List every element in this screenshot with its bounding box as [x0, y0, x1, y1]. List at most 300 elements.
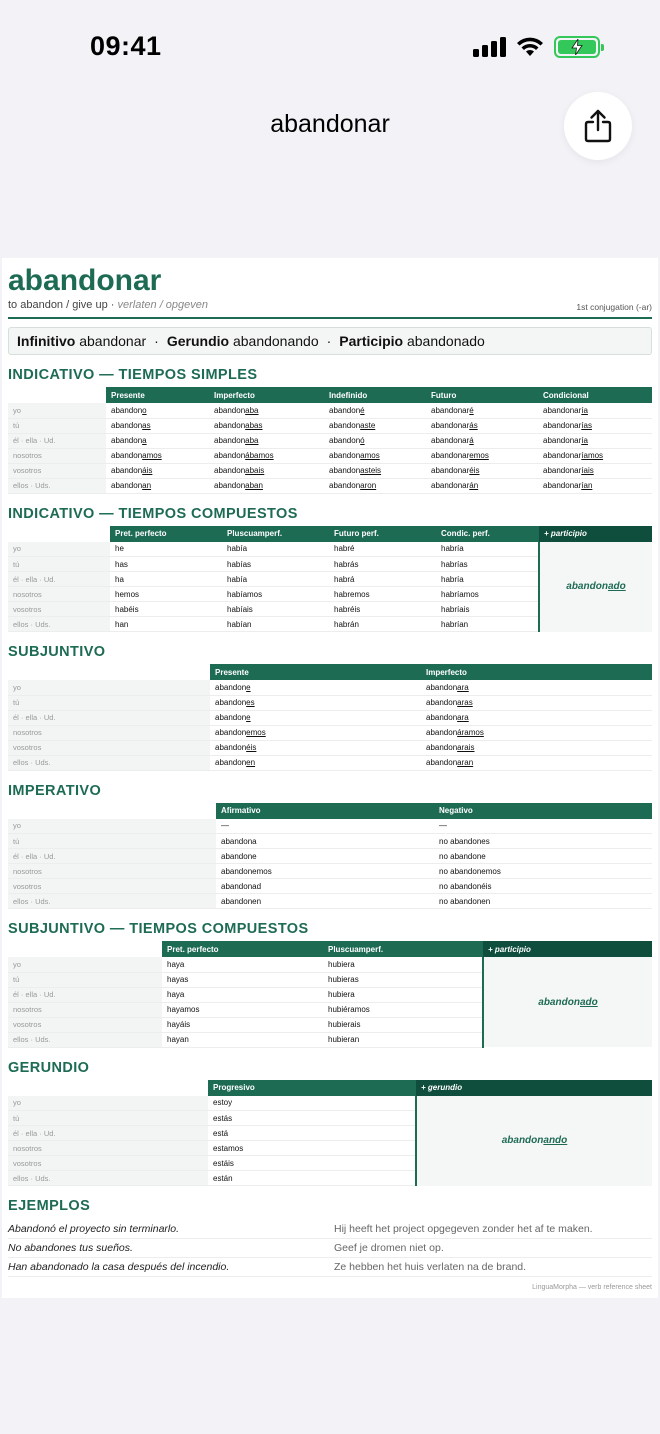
- verb-stem: habíais: [227, 604, 253, 614]
- tense-header: Futuro perf.: [329, 526, 436, 542]
- verb-stem: abandonad: [221, 881, 262, 891]
- participle-cell: [416, 1096, 652, 1186]
- verb-stem: abandonar: [543, 481, 582, 490]
- table-row: [8, 894, 652, 909]
- verb-stem: has: [115, 559, 128, 569]
- verb-stem: habrían: [441, 619, 469, 629]
- table-row: [8, 478, 652, 493]
- verb-form-cell: [110, 572, 222, 587]
- verb-ending: emos: [246, 728, 266, 737]
- verb-ending: é: [360, 405, 365, 415]
- verb-ending: á: [469, 436, 474, 445]
- verb-stem: abandon: [111, 481, 143, 490]
- verb-form-cell: [538, 478, 652, 493]
- verb-ending: áis: [142, 466, 153, 475]
- verb-form-cell: [324, 403, 426, 418]
- verb-ending: ábamos: [245, 451, 274, 460]
- verb-form-cell: [436, 557, 539, 572]
- table-row: [8, 710, 652, 725]
- verb-form-cell: [208, 1111, 416, 1126]
- verb-form-cell: [436, 617, 539, 632]
- table-row: [8, 463, 652, 478]
- verb-form-cell: [421, 740, 652, 755]
- verb-stem: abandon: [329, 481, 361, 490]
- verb-stem: no abandonemos: [439, 866, 501, 876]
- verb-stem: han: [115, 619, 129, 629]
- pronoun-cell: nosotros: [8, 725, 210, 740]
- table-row: [8, 448, 652, 463]
- verb-form-cell: [216, 834, 434, 849]
- pronoun-cell: ellos · Uds.: [8, 894, 216, 909]
- verb-ending: aras: [457, 698, 473, 707]
- verb-ending: en: [246, 758, 256, 767]
- verb-form-cell: [208, 1141, 416, 1156]
- verb-ending: éis: [469, 466, 480, 475]
- auxiliary-header: + participio: [483, 941, 652, 957]
- verb-form-cell: [323, 1017, 483, 1032]
- pronoun-cell: él · ella · Ud.: [8, 1126, 208, 1141]
- verb-form-cell: [426, 433, 538, 448]
- table-row: [8, 695, 652, 710]
- verb-stem: abandon: [215, 758, 247, 767]
- verb-stem: abandon: [214, 405, 246, 415]
- verb-stem: abandonar: [543, 466, 582, 475]
- auxiliary-header: + gerundio: [416, 1080, 652, 1096]
- verb-ending: amos: [142, 451, 162, 460]
- verb-ending: ás: [469, 421, 478, 430]
- pronoun-cell: nosotros: [8, 1141, 208, 1156]
- gerundio-label: Gerundio: [166, 333, 230, 349]
- verb-ending: íais: [581, 466, 594, 475]
- verb-ending: éis: [246, 743, 257, 752]
- verb-ending: amos: [360, 451, 380, 460]
- status-bar: [0, 0, 660, 96]
- verb-stem: hayáis: [167, 1020, 191, 1029]
- verb-stem: hayas: [167, 975, 189, 984]
- conjugation-class: 1st conjugation (-ar): [576, 302, 652, 312]
- pronoun-cell: tú: [8, 1111, 208, 1126]
- verb-form-cell: [110, 617, 222, 632]
- verb-stem: abandon: [111, 421, 143, 430]
- verb-form-cell: [222, 542, 329, 557]
- table-row: [8, 864, 652, 879]
- verb-stem: abandonar: [431, 481, 470, 490]
- verb-form-cell: [434, 849, 652, 864]
- verb-stem: abandon: [111, 451, 143, 460]
- pronoun-cell: él · ella · Ud.: [8, 710, 210, 725]
- verb-stem: habremos: [334, 589, 370, 599]
- participle-ending: ado: [579, 996, 598, 1008]
- participio-value: abandonado: [406, 333, 485, 349]
- section-title: INDICATIVO — TIEMPOS COMPUESTOS: [8, 505, 298, 522]
- table-row: [8, 433, 652, 448]
- verb-form-cell: [324, 463, 426, 478]
- verb-form-cell: [162, 1002, 323, 1017]
- pronoun-cell: él · ella · Ud.: [8, 572, 110, 587]
- verb-stem: abandon: [329, 421, 361, 430]
- forms-dot: ·: [326, 333, 332, 349]
- tense-header: Condicional: [538, 387, 652, 403]
- verb-ending: e: [246, 713, 251, 722]
- verb-stem: abandon: [215, 698, 247, 707]
- verb-stem: abandon: [111, 405, 143, 415]
- verb-form-cell: [329, 572, 436, 587]
- tense-header: Pluscuamperf.: [323, 941, 483, 957]
- verb-ending: án: [469, 481, 479, 490]
- table-row: [8, 403, 652, 418]
- verb-stem: hubiera: [328, 990, 355, 999]
- verb-form-cell: [324, 418, 426, 433]
- verb-form-cell: [222, 617, 329, 632]
- examples-list: [8, 1220, 652, 1277]
- verb-form-cell: [434, 879, 652, 894]
- verb-stem: hubieran: [328, 1035, 360, 1044]
- share-icon: [583, 108, 613, 144]
- verb-form-cell: [436, 572, 539, 587]
- pronoun-cell: él · ella · Ud.: [8, 987, 162, 1002]
- verb-form-cell: [324, 448, 426, 463]
- table-row: [8, 740, 652, 755]
- verb-stem: abandonar: [431, 466, 470, 475]
- verb-stem: abandona: [221, 836, 257, 846]
- pronoun-cell: ellos · Uds.: [8, 1171, 208, 1186]
- pronoun-header: [8, 1080, 208, 1096]
- verb-stem: está: [213, 1128, 229, 1138]
- verb-ending: íamos: [581, 451, 604, 460]
- auxiliary-header: + participio: [539, 526, 652, 542]
- verb-form-cell: [162, 1032, 323, 1047]
- tense-header: Futuro: [426, 387, 538, 403]
- pronoun-header: [8, 526, 110, 542]
- table-row: [8, 725, 652, 740]
- verb-form-cell: [110, 542, 222, 557]
- section-title: GERUNDIO: [8, 1059, 90, 1076]
- verb-form-cell: [421, 755, 652, 770]
- pronoun-header: [8, 941, 162, 957]
- verb-stem: abandonemos: [221, 866, 272, 876]
- verb-form-cell: [209, 433, 324, 448]
- verb-stem: estáis: [213, 1158, 234, 1168]
- table-row: [8, 1096, 652, 1111]
- pronoun-cell: tú: [8, 418, 106, 433]
- verb-form-cell: [426, 448, 538, 463]
- table-row: [8, 755, 652, 770]
- verb-ending: an: [142, 481, 152, 490]
- verb-stem: estoy: [213, 1098, 233, 1108]
- verb-form-cell: [538, 433, 652, 448]
- verb-form-cell: [434, 864, 652, 879]
- participle-ending: ando: [543, 1135, 568, 1146]
- conjugation-table: [8, 803, 652, 910]
- pronoun-header: [8, 803, 216, 819]
- verb-ending: aban: [245, 481, 263, 490]
- participle-stem: abandon: [566, 581, 608, 592]
- verb-ending: es: [246, 698, 255, 707]
- example-row: [8, 1220, 652, 1239]
- verb-stem: haya: [167, 959, 185, 969]
- verb-form-cell: [222, 602, 329, 617]
- verb-form-cell: [324, 478, 426, 493]
- verb-form-cell: [210, 680, 421, 695]
- verb-stem: abandon: [111, 436, 143, 445]
- verb-stem: abandonen: [221, 896, 262, 906]
- verb-stem: ha: [115, 574, 124, 584]
- verb-form-cell: [538, 403, 652, 418]
- verb-ending: emos: [469, 451, 489, 460]
- verb-form-cell: [216, 894, 434, 909]
- verb-stem: abandon: [329, 451, 361, 460]
- verb-form-cell: [208, 1171, 416, 1186]
- nav-title: abandonar: [270, 110, 390, 138]
- pronoun-cell: vosotros: [8, 463, 106, 478]
- verb-form-cell: [324, 433, 426, 448]
- verb-ending: ara: [457, 713, 469, 722]
- section-title: SUBJUNTIVO: [8, 644, 106, 660]
- conjugation-sections: [8, 364, 652, 1186]
- verb-stem: abandon: [426, 758, 458, 767]
- nonfinite-forms: [8, 327, 652, 355]
- verb-form-cell: [106, 463, 209, 478]
- verb-form-cell: [421, 695, 652, 710]
- cellular-signal-icon: [473, 37, 506, 57]
- verb-form-cell: [210, 695, 421, 710]
- verb-form-cell: [110, 557, 222, 572]
- pronoun-cell: él · ella · Ud.: [8, 433, 106, 448]
- verb-stem: abandonar: [543, 405, 582, 415]
- verb-stem: estamos: [213, 1143, 244, 1153]
- verb-stem: abandon: [426, 713, 458, 722]
- pronoun-cell: yo: [8, 403, 106, 418]
- pronoun-cell: nosotros: [8, 864, 216, 879]
- participle-cell: [539, 542, 652, 632]
- verb-form-cell: [426, 463, 538, 478]
- verb-stem: abandonar: [543, 451, 582, 460]
- pronoun-cell: ellos · Uds.: [8, 755, 210, 770]
- table-row: [8, 542, 652, 557]
- verb-stem: había: [227, 574, 248, 584]
- pronoun-cell: ellos · Uds.: [8, 617, 110, 632]
- verb-form-cell: [323, 987, 483, 1002]
- pronoun-cell: yo: [8, 542, 110, 557]
- verb-stem: habías: [227, 559, 252, 569]
- gerundio-value: abandonando: [232, 333, 319, 349]
- status-time: 09:41: [90, 31, 162, 61]
- verb-form-cell: [323, 957, 483, 972]
- pronoun-cell: vosotros: [8, 1017, 162, 1032]
- verb-ending: asteis: [360, 466, 382, 475]
- verb-stem: habían: [227, 619, 252, 629]
- pronoun-cell: nosotros: [8, 1002, 162, 1017]
- separator: ·: [110, 299, 115, 311]
- tense-header: Negativo: [434, 803, 652, 819]
- share-button[interactable]: [564, 92, 632, 160]
- translation-nl: verlaten / opgeven: [117, 299, 209, 311]
- verb-form-cell: [421, 725, 652, 740]
- verb-stem: abandonar: [431, 405, 470, 415]
- pronoun-cell: ellos · Uds.: [8, 478, 106, 493]
- verb-form-cell: [210, 755, 421, 770]
- verb-form-cell: [436, 587, 539, 602]
- example-spanish: No abandones tus sueños.: [8, 1242, 133, 1254]
- translation-en: to abandon / give up: [8, 299, 108, 311]
- participle-stem: abandon: [501, 1135, 544, 1146]
- status-icons: [473, 36, 600, 58]
- verb-form-cell: [434, 819, 652, 834]
- verb-ending: ía: [581, 405, 588, 415]
- sheet-footer: LinguaMorpha — verb reference sheet: [532, 1284, 652, 1291]
- verb-form-cell: [110, 602, 222, 617]
- verb-stem: no abandonen: [439, 896, 491, 906]
- verb-form-cell: [106, 403, 209, 418]
- verb-stem: haya: [167, 990, 185, 999]
- wifi-icon: [516, 37, 544, 57]
- verb-stem: están: [213, 1173, 233, 1183]
- verb-form-cell: [436, 602, 539, 617]
- reference-sheet: [2, 258, 658, 1298]
- tense-header: Presente: [210, 664, 421, 680]
- tense-header: Progresivo: [208, 1080, 416, 1096]
- verb-form-cell: [210, 725, 421, 740]
- verb-ending: é: [469, 405, 474, 415]
- pronoun-cell: yo: [8, 819, 216, 834]
- verb-form-cell: [216, 879, 434, 894]
- verb-ending: aba: [245, 405, 259, 415]
- verb-stem: abandonar: [543, 421, 582, 430]
- verb-form-cell: [162, 1017, 323, 1032]
- verb-form-cell: [162, 957, 323, 972]
- verb-stem: abandonar: [543, 436, 582, 445]
- verb-ending: aran: [457, 758, 474, 767]
- conjugation-table: [8, 387, 652, 494]
- verb-stem: abandonar: [431, 436, 470, 445]
- verb-stem: hubieras: [328, 975, 359, 984]
- verb-stem: habrá: [334, 574, 355, 584]
- pronoun-cell: vosotros: [8, 602, 110, 617]
- verb-stem: abandon: [214, 436, 246, 445]
- verb-form-cell: [106, 448, 209, 463]
- tense-header: Imperfecto: [421, 664, 652, 680]
- verb-stem: abandon: [214, 421, 246, 430]
- verb-form-cell: [162, 987, 323, 1002]
- table-row: [8, 879, 652, 894]
- verb-form-cell: [538, 448, 652, 463]
- verb-stem: abandon: [426, 682, 458, 692]
- verb-form-cell: [208, 1156, 416, 1171]
- verb-form-cell: [162, 972, 323, 987]
- verb-stem: abandonar: [431, 451, 470, 460]
- pronoun-header: [8, 664, 210, 680]
- table-row: [8, 957, 652, 972]
- verb-stem: hayamos: [167, 1005, 200, 1014]
- example-spanish: Han abandonado la casa después del incendio.: [8, 1261, 230, 1273]
- pronoun-cell: tú: [8, 695, 210, 710]
- verb-ending: abais: [245, 466, 265, 475]
- pronoun-cell: yo: [8, 957, 162, 972]
- pronoun-cell: tú: [8, 834, 216, 849]
- tense-header: Pluscuamperf.: [222, 526, 329, 542]
- pronoun-cell: yo: [8, 680, 210, 695]
- tense-header: Condic. perf.: [436, 526, 539, 542]
- verb-form-cell: [210, 710, 421, 725]
- verb-form-cell: [434, 834, 652, 849]
- verb-form-cell: [323, 1002, 483, 1017]
- verb-form-cell: [323, 972, 483, 987]
- verb-ending: a: [142, 436, 147, 445]
- verb-form-cell: [209, 463, 324, 478]
- verb-ending: aron: [360, 481, 377, 490]
- example-dutch: Hij heeft het project opgegeven zonder het af te maken.: [334, 1223, 593, 1235]
- verb-form-cell: [209, 478, 324, 493]
- verb-ending: e: [246, 682, 251, 692]
- verb-stem: habrán: [334, 619, 359, 629]
- tense-header: Imperfecto: [209, 387, 324, 403]
- pronoun-cell: tú: [8, 557, 110, 572]
- forms-dot: ·: [154, 333, 159, 349]
- verb-ending: arais: [457, 743, 475, 752]
- verb-form-cell: [323, 1032, 483, 1047]
- verb-stem: no abandonéis: [439, 881, 492, 891]
- verb-form-cell: [329, 557, 436, 572]
- verb-stem: abandon: [215, 713, 247, 722]
- verb-form-cell: [222, 572, 329, 587]
- example-dutch: Ze hebben het huis verlaten na de brand.: [334, 1261, 527, 1273]
- verb-stem: abandon: [215, 743, 247, 752]
- verb-ending: o: [142, 405, 147, 415]
- verb-stem: habríamos: [441, 589, 479, 599]
- example-row: [8, 1239, 652, 1258]
- verb-stem: he: [115, 544, 124, 554]
- pronoun-cell: tú: [8, 972, 162, 987]
- verb-stem: habíamos: [227, 589, 263, 599]
- title-rule: [8, 317, 652, 319]
- tense-header: Pret. perfecto: [110, 526, 222, 542]
- verb-ending: aba: [245, 436, 259, 445]
- participio-label: Participio: [339, 333, 404, 349]
- verb-stem: hubiéramos: [328, 1005, 370, 1014]
- verb-ending: ara: [457, 682, 469, 692]
- examples-title: EJEMPLOS: [8, 1198, 91, 1214]
- verb-stem: abandon: [426, 743, 458, 752]
- pronoun-cell: vosotros: [8, 879, 216, 894]
- verb-form-cell: [106, 433, 209, 448]
- participle-cell: [483, 957, 652, 1047]
- section-title: IMPERATIVO: [8, 782, 102, 799]
- verb-stem: abandonar: [431, 421, 470, 430]
- participle-stem: abandon: [538, 996, 580, 1008]
- verb-stem: habría: [441, 574, 464, 584]
- verb-stem: abandon: [329, 466, 361, 475]
- verb-stem: estás: [213, 1113, 233, 1123]
- battery-charging-icon: [554, 36, 600, 58]
- verb-form-cell: [538, 418, 652, 433]
- verb-stem: hayan: [167, 1035, 189, 1044]
- verb-stem: —: [221, 821, 229, 831]
- pronoun-header: [8, 387, 106, 403]
- verb-stem: había: [227, 544, 248, 554]
- verb-form-cell: [209, 403, 324, 418]
- verb-title: abandonar: [8, 264, 162, 297]
- verb-stem: abandon: [214, 451, 246, 460]
- verb-form-cell: [329, 542, 436, 557]
- verb-form-cell: [209, 418, 324, 433]
- verb-ending: aste: [360, 421, 376, 430]
- verb-form-cell: [216, 864, 434, 879]
- verb-form-cell: [222, 557, 329, 572]
- verb-stem: abandon: [329, 405, 361, 415]
- verb-form-cell: [426, 403, 538, 418]
- verb-form-cell: [421, 680, 652, 695]
- table-row: [8, 680, 652, 695]
